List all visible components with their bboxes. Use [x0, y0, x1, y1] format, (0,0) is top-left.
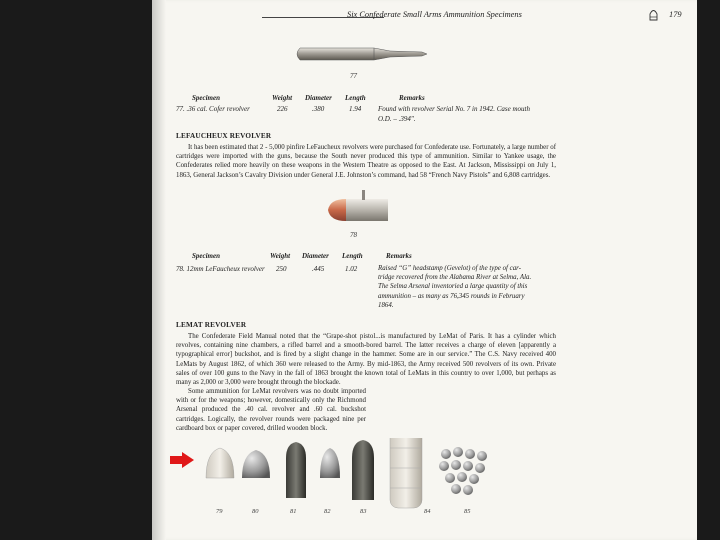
col-specimen: Specimen: [192, 252, 220, 260]
page-number: 179: [669, 10, 682, 19]
photo-number-82: 82: [324, 508, 331, 515]
col-length: Length: [345, 94, 366, 102]
cell-diameter: .380: [312, 105, 325, 113]
red-arrow-icon: [170, 452, 194, 468]
cell-length: 1.94: [349, 105, 362, 113]
cell-specimen: 78. 12mm LeFaucheux revolver: [176, 265, 265, 273]
photo-number-85: 85: [464, 508, 471, 515]
running-header: [347, 10, 682, 19]
lemat-paragraph-2: Some ammunition for LeMat revolvers was no doubt imported with or for the weapons; however, domestically only the Richmond Arsenal produced the .40 cal. revolver and .60 cal. buckshot cartridges. Logically, the revolver rounds were packaged nine per cardboard box or paper covered, drilled wooden block.: [176, 388, 366, 432]
section-title-lemat: LEMAT REVOLVER: [176, 321, 247, 329]
bullet-79: [206, 448, 234, 478]
section-title-lefaucheux: LEFAUCHEUX REVOLVER: [176, 132, 272, 140]
col-diameter: Diameter: [302, 252, 329, 260]
bullet-82: [320, 448, 340, 478]
figure-number-78: 78: [350, 231, 357, 239]
remarks-line: tridge recovered from the Alabama River at Selma, Ala.: [378, 274, 532, 282]
photo-number-81: 81: [290, 508, 297, 515]
ammunition-photos: [200, 438, 540, 516]
wooden-block-84: [390, 438, 422, 508]
col-weight: Weight: [272, 94, 293, 102]
cell-remarks-line-2: O.D. – .394".: [378, 115, 416, 123]
col-remarks: Remarks: [399, 94, 425, 102]
photo-number-83: 83: [360, 508, 367, 515]
remarks-line: The Selma Arsenal inventoried a large quantity of this: [378, 283, 528, 291]
remarks-line: 1864.: [378, 301, 394, 309]
photo-number-80: 80: [252, 508, 259, 515]
table-78-remarks: [378, 264, 588, 310]
lemat-paragraph-1: The Confederate Field Manual noted that the “Grape-shot pistol...is manufactured by LeMat of Paris. It has a cylinder which revolves, containing nine chambers, a rifled barrel and a smooth-bored barrel. The latter receives a charge of eleven [apparently a typographical error] buckshot, and is fired by a slight change in the hammer. Some are in our service.” The C.S. Navy received 400 LeMats by August 1862, of which 360 were released to the Army. By mid-1863, the Army received 500 revolvers of its own. Private sales of over 100 guns to the Navy in the fall of 1863 brought the known total of LeMats in this country to over 1,000, but perhaps as many as 2,000 or 3,000 were brought through the blockade.: [176, 333, 556, 387]
cell-specimen: 77. .36 cal. Cofer revolver: [176, 105, 250, 113]
bullet-81: [286, 442, 306, 498]
lefaucheux-paragraph: It has been estimated that 2 - 5,000 pinfire LeFaucheux revolvers were purchased for Confederate use. Fortunately, a large number of cartridges were imported with the guns, because the South never produced this type of ammunition. Similar to Yankee usage, the Confederates relied more heavily on these weapons in the Western Theatre as opposed to the East. At Jackson, Mississippi on July 1, 1863, General Jackson’s Cavalry Division under General J.E. Johnston’s command, had 58 “French Navy Pistols” and 6,808 cartridges.: [176, 144, 556, 179]
bullet-80: [242, 450, 270, 478]
photo-number-84: 84: [424, 508, 431, 515]
col-weight: Weight: [270, 252, 291, 260]
page-gutter-shadow: [152, 0, 166, 540]
buckshot-85: [439, 447, 487, 495]
remarks-line: ammunition – as many as 76,345 rounds in February: [378, 292, 525, 300]
cell-weight: 250: [276, 265, 287, 273]
book-page: [152, 0, 697, 540]
cell-length: 1.02: [345, 265, 358, 273]
col-diameter: Diameter: [305, 94, 332, 102]
cartridge-77-image: [294, 40, 429, 68]
bullet-icon: [649, 8, 658, 21]
col-specimen: Specimen: [192, 94, 220, 102]
cell-weight: 226: [277, 105, 288, 113]
col-length: Length: [342, 252, 363, 260]
figure-number-77: 77: [350, 72, 357, 80]
chapter-title: Six Confederate Small Arms Ammunition Specimens: [347, 10, 522, 19]
photo-number-79: 79: [216, 508, 223, 515]
cell-diameter: .445: [312, 265, 325, 273]
bullet-83: [352, 440, 374, 500]
remarks-line: Raised “G” headstamp (Gevelot) of the type of car-: [378, 265, 522, 272]
col-remarks: Remarks: [386, 252, 412, 260]
cartridge-78-image: [324, 190, 394, 224]
cell-remarks-line-1: Found with revolver Serial No. 7 in 1942. Case mouth: [378, 105, 530, 113]
